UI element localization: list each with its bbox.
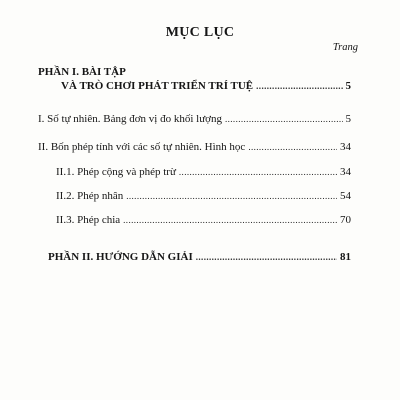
toc-entry-page: 70 — [340, 214, 351, 226]
dot-leader — [225, 114, 343, 124]
toc-entry-page: 34 — [340, 141, 351, 153]
toc-entry — [56, 214, 351, 226]
toc-entry-page: 54 — [340, 190, 351, 202]
toc-entry-label: VÀ TRÒ CHƠI PHÁT TRIỂN TRÍ TUỆ — [61, 80, 254, 92]
dot-leader — [123, 215, 337, 225]
toc-entry-label: II. Bốn phép tính với các số tự nhiên. Hình học — [38, 141, 246, 153]
toc-entry-label: II.3. Phép chia — [56, 214, 121, 226]
toc-entry — [56, 190, 351, 202]
dot-leader — [126, 191, 337, 201]
dot-leader — [179, 167, 337, 177]
page-column-label: Trang — [332, 42, 358, 53]
dot-leader — [248, 142, 337, 152]
toc-entry-page: 5 — [345, 80, 351, 92]
toc-entry-part1 — [61, 80, 351, 92]
dot-leader — [196, 252, 337, 262]
toc-entry-part2 — [48, 251, 351, 263]
toc-entry — [38, 141, 351, 153]
dot-leader — [256, 81, 342, 91]
toc-entry-label: II.1. Phép cộng và phép trừ — [56, 166, 176, 178]
toc-entry-page: 34 — [340, 166, 351, 178]
toc-entry-label: II.2. Phép nhân — [56, 190, 124, 202]
toc-entry — [38, 113, 351, 125]
toc-entry-page: 81 — [340, 251, 351, 263]
toc-entry-label: I. Số tự nhiên. Bảng đơn vị đo khối lượng — [38, 113, 222, 125]
toc-entry — [56, 166, 351, 178]
toc-entry-label: PHẦN II. HƯỚNG DẪN GIẢI — [48, 251, 193, 263]
toc-entry-page: 5 — [345, 113, 351, 125]
part1-heading: PHẦN I. BÀI TẬP — [38, 66, 126, 78]
page-title: MỤC LỤC — [165, 25, 235, 40]
